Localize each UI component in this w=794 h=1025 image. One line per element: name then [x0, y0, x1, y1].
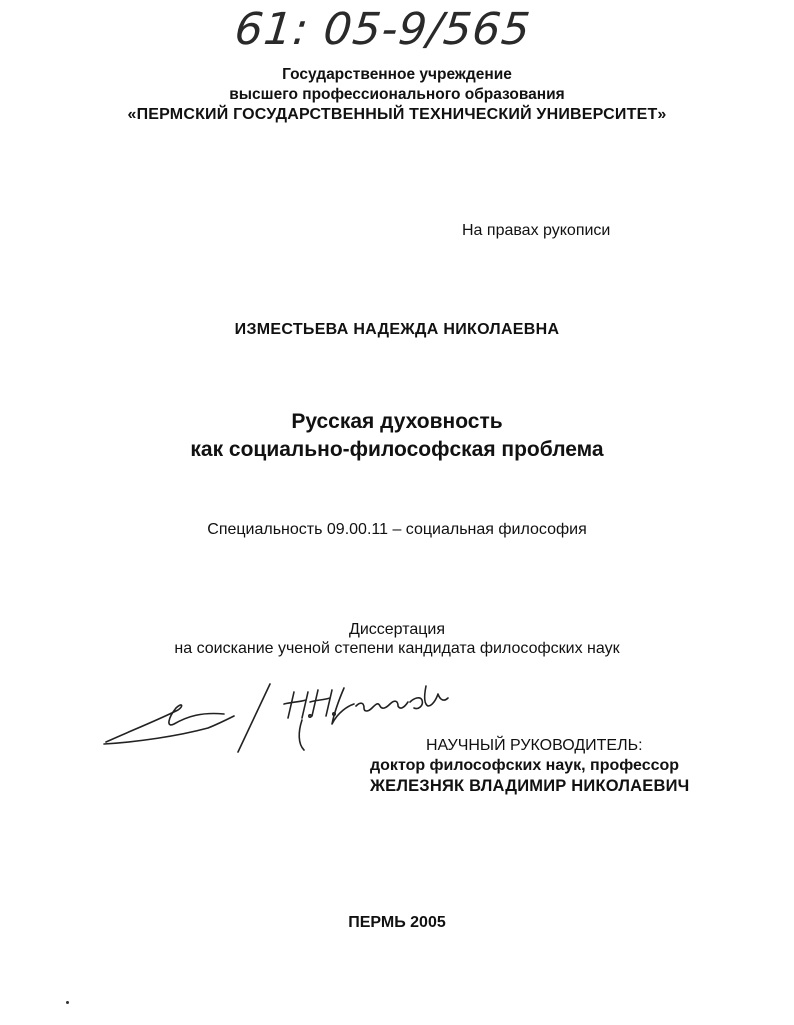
- supervisor-degree: доктор философских наук, профессор: [370, 757, 680, 774]
- author-name: ИЗМЕСТЬЕВА НАДЕЖДА НИКОЛАЕВНА: [234, 321, 560, 338]
- supervisor-name: ЖЕЛЕЗНЯК ВЛАДИМИР НИКОЛАЕВИЧ: [370, 777, 690, 795]
- degree-statement: на соискание ученой степени кандидата философских наук: [174, 640, 620, 657]
- author-signature: [98, 672, 463, 764]
- handwritten-archive-number: 61: 05-9/565: [232, 4, 534, 55]
- university-name: «ПЕРМСКИЙ ГОСУДАРСТВЕННЫЙ ТЕХНИЧЕСКИЙ УНИВЕРСИТЕТ»: [127, 106, 667, 123]
- institution-line-2: высшего профессионального образования: [229, 86, 565, 103]
- city-year: ПЕРМЬ 2005: [348, 914, 446, 931]
- scan-speck: [66, 1001, 69, 1004]
- supervisor-heading: НАУЧНЫЙ РУКОВОДИТЕЛЬ:: [426, 737, 643, 754]
- specialty: Специальность 09.00.11 – социальная философия: [207, 521, 587, 538]
- rights-note: На правах рукописи: [462, 222, 611, 239]
- institution-line-1: Государственное учреждение: [282, 66, 512, 83]
- thesis-title-line-2: как социально-философская проблема: [190, 438, 604, 461]
- thesis-title-line-1: Русская духовность: [291, 410, 503, 433]
- dissertation-label: Диссертация: [348, 621, 446, 638]
